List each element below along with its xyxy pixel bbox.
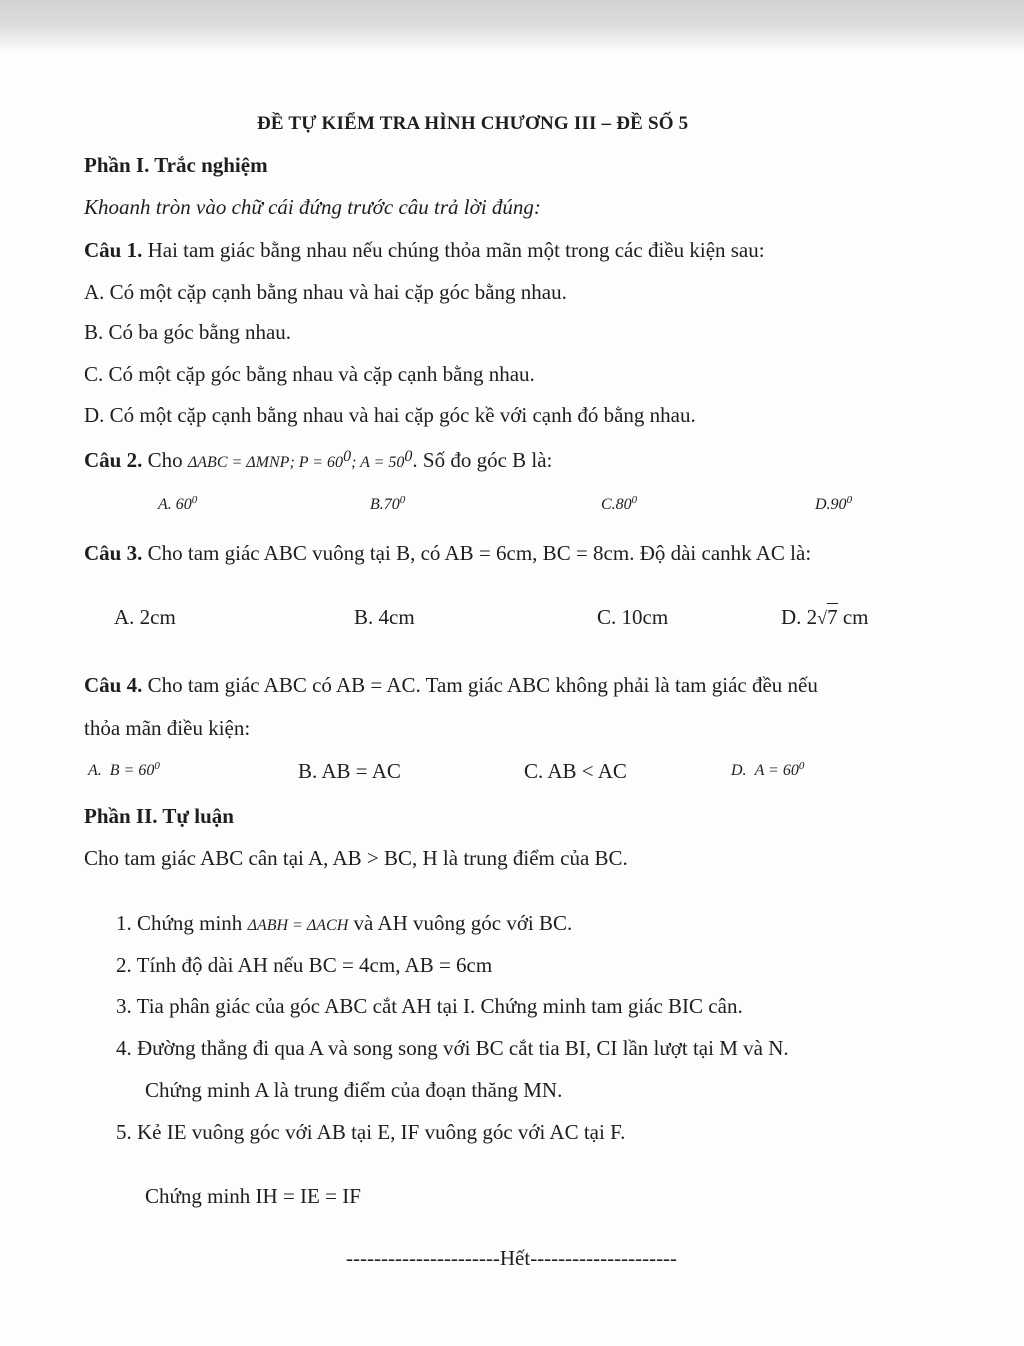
question-3-option-c: C. 10cm bbox=[597, 605, 669, 629]
option-d-unit: cm bbox=[837, 605, 869, 629]
option-letter: D. bbox=[731, 762, 747, 779]
part1-instruction: Khoanh tròn vào chữ cái đứng trước câu trả lời đúng: bbox=[84, 195, 541, 219]
question-2-option-b bbox=[370, 496, 405, 514]
question-3-label: Câu 3. bbox=[84, 541, 143, 565]
option-letter: A. bbox=[88, 762, 102, 779]
sqrt-radicand: 7 bbox=[827, 605, 838, 629]
question-1-option-c: C. Có một cặp góc bằng nhau và cặp cạnh bằng nhau. bbox=[84, 362, 535, 386]
question-2-prefix: Cho bbox=[142, 448, 188, 472]
option-text: B.70 bbox=[370, 496, 400, 513]
question-3-text: Cho tam giác ABC vuông tại B, có AB = 6cm, BC = 8cm. Độ dài canhk AC là: bbox=[142, 541, 812, 565]
degree-mark: 0 bbox=[404, 448, 413, 465]
question-4-text-line1: Cho tam giác ABC có AB = AC. Tam giác ABC không phải là tam giác đều nếu bbox=[142, 673, 818, 697]
question-2-option-c bbox=[601, 496, 637, 514]
question-4 bbox=[84, 673, 818, 698]
item-1-math: ΔABH = ΔACH bbox=[247, 917, 349, 934]
question-4-option-c: C. AB < AC bbox=[524, 759, 627, 783]
degree-mark: 0 bbox=[191, 494, 198, 506]
part2-item-3: 3. Tia phân giác của góc ABC cắt AH tại I. Chứng minh tam giác BIC cân. bbox=[116, 994, 743, 1018]
part2-item-5: 5. Kẻ IE vuông góc với AB tại E, IF vuông góc với AC tại F. bbox=[116, 1120, 626, 1144]
question-2-label: Câu 2. bbox=[84, 448, 143, 472]
option-text: D.90 bbox=[815, 496, 847, 513]
question-4-label: Câu 4. bbox=[84, 673, 143, 697]
question-2-math-b: ; A = 50 bbox=[351, 454, 405, 471]
end-dashes-left: ---------------------- bbox=[346, 1246, 500, 1270]
part2-intro: Cho tam giác ABC cân tại A, AB > BC, H là trung điểm của BC. bbox=[84, 846, 628, 870]
part2-item-1 bbox=[116, 911, 572, 936]
question-2-math-a: ΔABC = ΔMNP; P = 60 bbox=[187, 454, 344, 471]
question-4-text-line2: thỏa mãn điều kiện: bbox=[84, 716, 251, 740]
degree-mark: 0 bbox=[154, 760, 160, 772]
question-1-option-a: A. Có một cặp cạnh bằng nhau và hai cặp góc bằng nhau. bbox=[84, 280, 567, 304]
item-1-pre: 1. Chứng minh bbox=[116, 911, 248, 935]
question-2-option-a bbox=[158, 496, 197, 514]
end-word: Hết bbox=[499, 1246, 531, 1270]
part2-item-2: 2. Tính độ dài AH nếu BC = 4cm, AB = 6cm bbox=[116, 953, 493, 977]
degree-mark: 0 bbox=[798, 760, 805, 772]
question-3-option-a: A. 2cm bbox=[114, 605, 176, 629]
option-math: B = 60 bbox=[109, 762, 155, 779]
question-1-option-b: B. Có ba góc bằng nhau. bbox=[84, 320, 292, 344]
document-title: ĐỀ TỰ KIỂM TRA HÌNH CHƯƠNG III – ĐỀ SỐ 5 bbox=[257, 113, 689, 134]
option-text: C.80 bbox=[601, 496, 632, 513]
question-2-option-d bbox=[815, 496, 852, 514]
part2-item-4-line2: Chứng minh A là trung điểm của đoạn thăng MN. bbox=[145, 1078, 563, 1102]
question-2-suffix: . Số đo góc B là: bbox=[412, 448, 553, 472]
question-1-label: Câu 1. bbox=[84, 238, 143, 262]
option-math: A = 60 bbox=[754, 762, 799, 779]
question-1-option-d: D. Có một cặp cạnh bằng nhau và hai cặp góc kề với cạnh đó bằng nhau. bbox=[84, 403, 696, 427]
part1-heading: Phần I. Trắc nghiệm bbox=[84, 153, 268, 177]
item-1-post: và AH vuông góc với BC. bbox=[348, 911, 573, 935]
degree-mark: 0 bbox=[846, 494, 853, 506]
degree-mark: 0 bbox=[399, 494, 406, 506]
top-shadow-bar bbox=[0, 0, 1024, 52]
question-2 bbox=[84, 448, 552, 473]
part2-item-4-line1: 4. Đường thẳng đi qua A và song song với BC cắt tia BI, CI lần lượt tại M và N. bbox=[116, 1036, 789, 1060]
part2-heading: Phần II. Tự luận bbox=[84, 804, 234, 828]
degree-mark: 0 bbox=[631, 494, 638, 506]
question-4-option-a bbox=[88, 762, 160, 780]
question-3-option-b: B. 4cm bbox=[354, 605, 415, 629]
question-1 bbox=[84, 238, 765, 263]
question-4-option-b: B. AB = AC bbox=[298, 759, 401, 783]
question-3-option-d bbox=[781, 605, 868, 630]
option-text: A. 60 bbox=[158, 496, 192, 513]
sqrt-sign: √ bbox=[817, 608, 828, 628]
end-dashes-right: --------------------- bbox=[530, 1246, 678, 1270]
question-3 bbox=[84, 541, 811, 566]
degree-mark: 0 bbox=[343, 448, 352, 465]
question-1-text: Hai tam giác bằng nhau nếu chúng thỏa mãn một trong các điều kiện sau: bbox=[142, 238, 765, 262]
end-marker bbox=[346, 1246, 677, 1271]
option-d-prefix: D. 2 bbox=[781, 605, 818, 629]
part2-item-5-line2: Chứng minh IH = IE = IF bbox=[145, 1184, 361, 1208]
question-4-option-d bbox=[731, 762, 804, 780]
